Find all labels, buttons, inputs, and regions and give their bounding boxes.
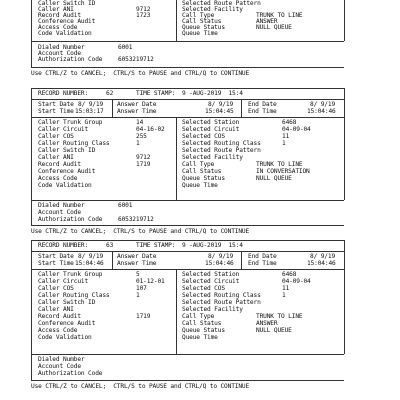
divider-line bbox=[31, 117, 344, 118]
label-answer-date: Answer Date bbox=[117, 253, 157, 260]
value-dialed-number: 6001 bbox=[118, 202, 133, 209]
value-answer-time: 15:04:46 bbox=[205, 260, 234, 267]
label-selected-circuit: Selected Circuit bbox=[182, 278, 240, 285]
label-time-stamp: TIME STAMP: bbox=[136, 242, 176, 249]
value-queue-status: NULL QUEUE bbox=[256, 175, 292, 182]
value-selected-circuit: 04-09-04 bbox=[282, 278, 311, 285]
value-start-time: 15:03:17 bbox=[75, 108, 104, 115]
label-caller-routing-class: Caller Routing Class bbox=[38, 140, 110, 147]
value-call-status: ANSWER bbox=[256, 320, 278, 327]
label-conference-audit: Conference Audit bbox=[38, 320, 96, 327]
label-selected-route-pattern: Selected Route Pattern bbox=[182, 0, 261, 7]
label-conference-audit: Conference Audit bbox=[38, 168, 96, 175]
label-selected-routing-class: Selected Routing Class bbox=[182, 140, 261, 147]
label-selected-circuit: Selected Circuit bbox=[182, 126, 240, 133]
label-dialed-number: Dialed Number bbox=[38, 202, 85, 209]
label-call-status: Call Status bbox=[182, 320, 222, 327]
label-record-audit: Record Audit bbox=[38, 313, 81, 320]
label-queue-time: Queue Time bbox=[182, 30, 218, 37]
label-queue-status: Queue Status bbox=[182, 327, 225, 334]
column-divider bbox=[112, 251, 113, 269]
label-selected-facility: Selected Facility bbox=[182, 154, 243, 161]
value-caller-cos: 255 bbox=[136, 133, 147, 140]
value-call-status: IN CONVERSATION bbox=[256, 168, 310, 175]
value-selected-routing-class: 1 bbox=[282, 292, 286, 299]
value-call-type: TRUNK TO LINE bbox=[256, 161, 303, 168]
value-selected-station: 6468 bbox=[282, 119, 297, 126]
record-top-border bbox=[31, 240, 344, 241]
label-queue-status: Queue Status bbox=[182, 24, 225, 31]
label-call-type: Call Type bbox=[182, 313, 215, 320]
record-bottom-border bbox=[31, 67, 344, 68]
label-answer-time: Answer Time bbox=[117, 260, 157, 267]
value-caller-ani: 9712 bbox=[136, 6, 151, 13]
label-call-type: Call Type bbox=[182, 161, 215, 168]
border-right bbox=[344, 88, 345, 200]
value-selected-cos: 11 bbox=[282, 133, 290, 140]
label-selected-station: Selected Station bbox=[182, 119, 240, 126]
record-bottom-border bbox=[31, 380, 344, 381]
label-caller-cos: Caller COS bbox=[38, 133, 74, 140]
label-code-validation: Code Validation bbox=[38, 334, 92, 341]
border-right bbox=[344, 0, 345, 41]
label-caller-ani: Caller ANI bbox=[38, 6, 74, 13]
label-caller-trunk-group: Caller Trunk Group bbox=[38, 119, 103, 126]
label-authorization-code: Authorization Code bbox=[38, 216, 103, 223]
column-divider bbox=[176, 269, 177, 354]
border-left bbox=[31, 240, 32, 380]
value-caller-routing-class: 1 bbox=[136, 292, 140, 299]
label-caller-trunk-group: Caller Trunk Group bbox=[38, 271, 103, 278]
value-caller-routing-class: 1 bbox=[136, 140, 140, 147]
column-divider bbox=[112, 99, 113, 117]
value-selected-routing-class: 1 bbox=[282, 140, 286, 147]
value-end-date: 8/ 9/19 bbox=[310, 101, 336, 108]
label-access-code: Access Code bbox=[38, 24, 78, 31]
value-answer-date: 8/ 9/19 bbox=[208, 101, 234, 108]
value-call-status: ANSWER bbox=[256, 18, 278, 25]
label-authorization-code: Authorization Code bbox=[38, 370, 103, 377]
label-code-validation: Code Validation bbox=[38, 182, 92, 189]
divider-line bbox=[31, 269, 344, 270]
label-caller-cos: Caller COS bbox=[38, 285, 74, 292]
label-end-time: End Time bbox=[248, 108, 277, 115]
label-call-status: Call Status bbox=[182, 18, 222, 25]
value-caller-trunk-group: 14 bbox=[136, 119, 144, 126]
label-call-status: Call Status bbox=[182, 168, 222, 175]
label-dialed-number: Dialed Number bbox=[38, 44, 85, 51]
label-call-type: Call Type bbox=[182, 12, 215, 19]
label-end-date: End Date bbox=[248, 101, 277, 108]
border-left bbox=[31, 88, 32, 225]
label-code-validation: Code Validation bbox=[38, 30, 92, 37]
value-queue-status: NULL QUEUE bbox=[256, 24, 292, 31]
value-end-time: 15:04:46 bbox=[307, 108, 336, 115]
value-caller-ani: 9712 bbox=[136, 154, 151, 161]
label-start-time: Start Time bbox=[38, 108, 74, 115]
divider-line bbox=[31, 251, 344, 252]
label-queue-time: Queue Time bbox=[182, 182, 218, 189]
label-queue-time: Queue Time bbox=[182, 334, 218, 341]
value-end-date: 8/ 9/19 bbox=[310, 253, 336, 260]
column-divider bbox=[241, 99, 242, 117]
label-caller-ani: Caller ANI bbox=[38, 154, 74, 161]
label-selected-route-pattern: Selected Route Pattern bbox=[182, 147, 261, 154]
value-end-time: 15:04:46 bbox=[307, 260, 336, 267]
value-selected-circuit: 04-09-04 bbox=[282, 126, 311, 133]
label-selected-routing-class: Selected Routing Class bbox=[182, 292, 261, 299]
label-selected-station: Selected Station bbox=[182, 271, 240, 278]
terminal-prompt: Use CTRL/Z to CANCEL; CTRL/S to PAUSE and CTRL/Q to CONTINUE bbox=[31, 383, 250, 390]
label-selected-cos: Selected COS bbox=[182, 133, 225, 140]
value-record-audit: 1719 bbox=[136, 313, 151, 320]
value-caller-trunk-group: 5 bbox=[136, 271, 140, 278]
label-selected-route-pattern: Selected Route Pattern bbox=[182, 299, 261, 306]
label-start-date: Start Date bbox=[38, 253, 74, 260]
value-answer-date: 8/ 9/19 bbox=[208, 253, 234, 260]
label-caller-circuit: Caller Circuit bbox=[38, 126, 89, 133]
column-divider bbox=[241, 251, 242, 269]
label-conference-audit: Conference Audit bbox=[38, 18, 96, 25]
label-time-stamp: TIME STAMP: bbox=[136, 90, 176, 97]
label-record-number: RECORD NUMBER: bbox=[38, 90, 89, 97]
value-start-date: 8/ 9/19 bbox=[78, 253, 104, 260]
value-start-date: 8/ 9/19 bbox=[78, 101, 104, 108]
column-divider bbox=[176, 0, 177, 41]
value-dialed-number: 6001 bbox=[118, 44, 133, 51]
label-caller-switch-id: Caller Switch ID bbox=[38, 0, 96, 7]
record-top-border bbox=[31, 88, 344, 89]
label-selected-facility: Selected Facility bbox=[182, 306, 243, 313]
value-queue-status: NULL QUEUE bbox=[256, 327, 292, 334]
value-answer-time: 15:04:45 bbox=[205, 108, 234, 115]
label-caller-switch-id: Caller Switch ID bbox=[38, 147, 96, 154]
divider-line bbox=[31, 99, 344, 100]
value-record-number: 63 bbox=[106, 242, 114, 249]
value-selected-station: 6468 bbox=[282, 271, 297, 278]
label-answer-time: Answer Time bbox=[117, 108, 157, 115]
value-authorization-code: 6053219712 bbox=[118, 56, 154, 63]
value-start-time: 15:04:46 bbox=[75, 260, 104, 267]
divider-line bbox=[31, 41, 344, 42]
label-selected-facility: Selected Facility bbox=[182, 6, 243, 13]
value-record-audit: 1723 bbox=[136, 12, 151, 19]
record-bottom-border bbox=[31, 225, 344, 226]
label-record-number: RECORD NUMBER: bbox=[38, 242, 89, 249]
label-account-code: Account Code bbox=[38, 363, 81, 370]
value-selected-cos: 11 bbox=[282, 285, 290, 292]
value-caller-circuit: 04-16-02 bbox=[136, 126, 165, 133]
value-time-stamp: 9 -AUG-2019 15:4 bbox=[182, 242, 243, 249]
label-start-date: Start Date bbox=[38, 101, 74, 108]
label-end-time: End Time bbox=[248, 260, 277, 267]
label-record-audit: Record Audit bbox=[38, 161, 81, 168]
value-authorization-code: 6053219712 bbox=[118, 216, 154, 223]
border-right bbox=[344, 240, 345, 354]
label-dialed-number: Dialed Number bbox=[38, 356, 85, 363]
label-selected-cos: Selected COS bbox=[182, 285, 225, 292]
label-record-audit: Record Audit bbox=[38, 12, 81, 19]
label-authorization-code: Authorization Code bbox=[38, 56, 103, 63]
label-caller-circuit: Caller Circuit bbox=[38, 278, 89, 285]
label-account-code: Account Code bbox=[38, 209, 81, 216]
divider-line bbox=[31, 354, 344, 355]
label-access-code: Access Code bbox=[38, 327, 78, 334]
value-caller-cos: 107 bbox=[136, 285, 147, 292]
value-call-type: TRUNK TO LINE bbox=[256, 313, 303, 320]
label-caller-routing-class: Caller Routing Class bbox=[38, 292, 110, 299]
column-divider bbox=[176, 117, 177, 200]
label-end-date: End Date bbox=[248, 253, 277, 260]
border-left bbox=[31, 0, 32, 67]
terminal-prompt: Use CTRL/Z to CANCEL; CTRL/S to PAUSE and CTRL/Q to CONTINUE bbox=[31, 228, 250, 235]
label-caller-ani: Caller ANI bbox=[38, 306, 74, 313]
terminal-prompt: Use CTRL/Z to CANCEL; CTRL/S to PAUSE and CTRL/Q to CONTINUE bbox=[31, 70, 250, 77]
value-call-type: TRUNK TO LINE bbox=[256, 12, 303, 19]
label-caller-switch-id: Caller Switch ID bbox=[38, 299, 96, 306]
value-record-audit: 1719 bbox=[136, 161, 151, 168]
label-start-time: Start Time bbox=[38, 260, 74, 267]
label-account-code: Account Code bbox=[38, 50, 81, 57]
label-access-code: Access Code bbox=[38, 175, 78, 182]
label-answer-date: Answer Date bbox=[117, 101, 157, 108]
divider-line bbox=[31, 200, 344, 201]
value-time-stamp: 9 -AUG-2019 15:4 bbox=[182, 90, 243, 97]
value-caller-circuit: 01-12-01 bbox=[136, 278, 165, 285]
value-record-number: 62 bbox=[106, 90, 114, 97]
label-queue-status: Queue Status bbox=[182, 175, 225, 182]
